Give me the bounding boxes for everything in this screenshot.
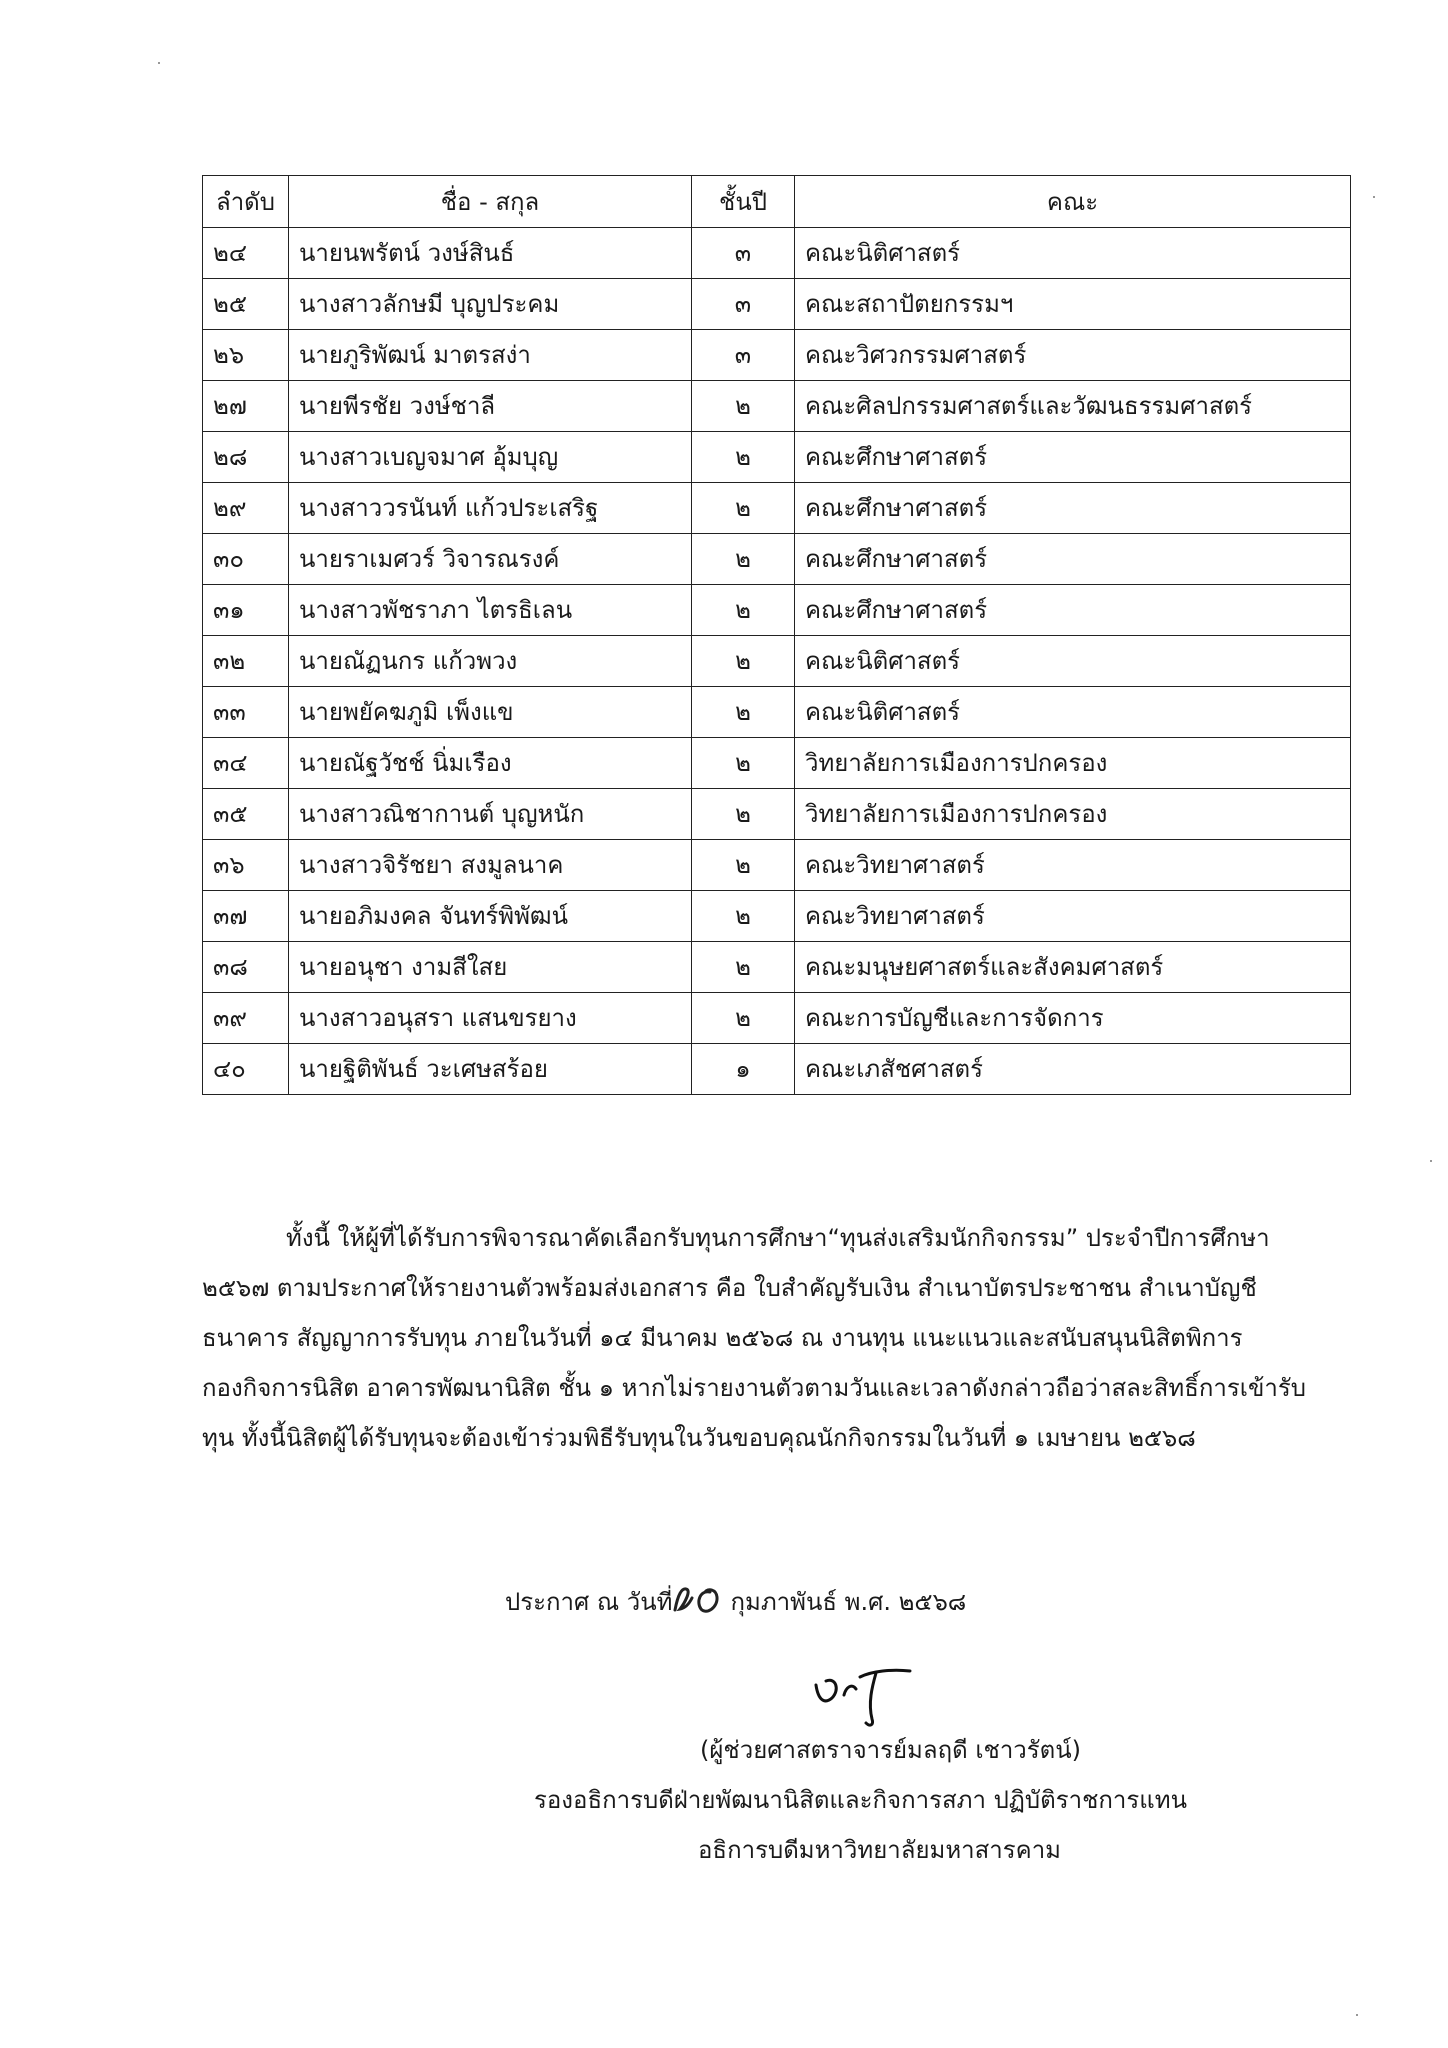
header-order: ลำดับ — [203, 176, 289, 228]
row-year: ๒ — [692, 534, 795, 585]
row-name: นางสาวเบญจมาศ อุ้มบุญ — [289, 432, 692, 483]
table-row — [203, 891, 1351, 942]
row-name: นายณัฐวัชช์ นิ่มเรือง — [289, 738, 692, 789]
row-name: นายฐิติพันธ์ วะเศษสร้อย — [289, 1044, 692, 1095]
header-faculty: คณะ — [795, 176, 1351, 228]
table-row — [203, 432, 1351, 483]
row-order: ๒๔ — [203, 228, 289, 279]
row-order: ๓๙ — [203, 993, 289, 1044]
row-order: ๒๕ — [203, 279, 289, 330]
paragraph-line: ธนาคาร สัญญาการรับทุน ภายในวันที่ ๑๔ มีนาคม ๒๕๖๘ ณ งานทุน แนะแนวและสนับสนุนนิสิตพิการ — [202, 1324, 1243, 1352]
row-name: นายพีรชัย วงษ์ชาลี — [289, 381, 692, 432]
row-faculty: คณะศึกษาศาสตร์ — [795, 534, 1351, 585]
table-row — [203, 381, 1351, 432]
scan-speck — [158, 62, 160, 64]
row-order: ๓๖ — [203, 840, 289, 891]
table-row — [203, 687, 1351, 738]
row-name: นางสาววรนันท์ แก้วประเสริฐ — [289, 483, 692, 534]
row-year: ๒ — [692, 636, 795, 687]
row-order: ๓๔ — [203, 738, 289, 789]
row-name: นายพยัคฆภูมิ เพ็งแข — [289, 687, 692, 738]
table-row — [203, 279, 1351, 330]
row-year: ๒ — [692, 840, 795, 891]
handwritten-signature — [810, 1665, 920, 1730]
row-year: ๒ — [692, 993, 795, 1044]
table-row — [203, 228, 1351, 279]
row-year: ๒ — [692, 432, 795, 483]
row-faculty: วิทยาลัยการเมืองการปกครอง — [795, 738, 1351, 789]
row-name: นางสาวพัชราภา ไตรธิเลน — [289, 585, 692, 636]
row-faculty: คณะศึกษาศาสตร์ — [795, 432, 1351, 483]
header-year: ชั้นปี — [692, 176, 795, 228]
row-order: ๔๐ — [203, 1044, 289, 1095]
row-year: ๓ — [692, 228, 795, 279]
row-name: นายอภิมงคล จันทร์พิพัฒน์ — [289, 891, 692, 942]
row-faculty: คณะเภสัชศาสตร์ — [795, 1044, 1351, 1095]
row-order: ๓๘ — [203, 942, 289, 993]
handwritten-day — [672, 1580, 730, 1616]
table-row — [203, 789, 1351, 840]
paragraph-line: ทุน ทั้งนี้นิสิตผู้ได้รับทุนจะต้องเข้าร่วมพิธีรับทุนในวันขอบคุณนักกิจกรรมในวันที่ ๑ เมษายน ๒๕๖๘ — [202, 1424, 1196, 1452]
row-faculty: คณะนิติศาสตร์ — [795, 636, 1351, 687]
row-faculty: คณะศึกษาศาสตร์ — [795, 483, 1351, 534]
row-order: ๒๗ — [203, 381, 289, 432]
scan-speck — [1430, 1160, 1432, 1162]
scholarship-recipient-table — [202, 175, 1351, 1095]
row-order: ๓๓ — [203, 687, 289, 738]
row-order: ๒๖ — [203, 330, 289, 381]
row-year: ๒ — [692, 585, 795, 636]
row-name: นายราเมศวร์ วิจารณรงค์ — [289, 534, 692, 585]
row-faculty: คณะศึกษาศาสตร์ — [795, 585, 1351, 636]
table-row — [203, 942, 1351, 993]
row-name: นางสาวจิรัชยา สงมูลนาค — [289, 840, 692, 891]
row-name: นางสาวลักษมี บุญประคม — [289, 279, 692, 330]
row-name: นางสาวณิชากานต์ บุญหนัก — [289, 789, 692, 840]
row-faculty: คณะวิทยาศาสตร์ — [795, 891, 1351, 942]
row-year: ๒ — [692, 891, 795, 942]
table-row — [203, 534, 1351, 585]
row-faculty: คณะนิติศาสตร์ — [795, 228, 1351, 279]
announcement-prefix: ประกาศ ณ วันที่ — [505, 1588, 673, 1616]
scan-speck — [1373, 196, 1375, 198]
signer-institution: อธิการบดีมหาวิทยาลัยมหาสารคาม — [698, 1836, 1061, 1864]
header-name: ชื่อ - สกุล — [289, 176, 692, 228]
row-order: ๒๘ — [203, 432, 289, 483]
row-faculty: คณะศิลปกรรมศาสตร์และวัฒนธรรมศาสตร์ — [795, 381, 1351, 432]
table-row — [203, 840, 1351, 891]
row-faculty: คณะการบัญชีและการจัดการ — [795, 993, 1351, 1044]
paragraph-line: ทั้งนี้ ให้ผู้ที่ได้รับการพิจารณาคัดเลือกรับทุนการศึกษา“ทุนส่งเสริมนักกิจกรรม” ประจำปีการศึกษา — [286, 1224, 1270, 1252]
paragraph-line: ๒๕๖๗ ตามประกาศให้รายงานตัวพร้อมส่งเอกสาร คือ ใบสำคัญรับเงิน สำเนาบัตรประชาชน สำเนาบัญชี — [202, 1274, 1257, 1302]
row-faculty: คณะวิศวกรรมศาสตร์ — [795, 330, 1351, 381]
row-year: ๒ — [692, 483, 795, 534]
table-row — [203, 636, 1351, 687]
table-row — [203, 585, 1351, 636]
row-order: ๓๕ — [203, 789, 289, 840]
row-year: ๒ — [692, 381, 795, 432]
row-name: นายภูริพัฒน์ มาตรสง่า — [289, 330, 692, 381]
table-row — [203, 738, 1351, 789]
row-year: ๑ — [692, 1044, 795, 1095]
row-year: ๓ — [692, 279, 795, 330]
row-year: ๒ — [692, 789, 795, 840]
table-row — [203, 993, 1351, 1044]
row-name: นายณัฏนกร แก้วพวง — [289, 636, 692, 687]
table-row — [203, 483, 1351, 534]
row-order: ๓๒ — [203, 636, 289, 687]
table-body — [203, 228, 1351, 1095]
row-order: ๓๐ — [203, 534, 289, 585]
table-row — [203, 1044, 1351, 1095]
row-order: ๒๙ — [203, 483, 289, 534]
row-name: นางสาวอนุสรา แสนขรยาง — [289, 993, 692, 1044]
row-name: นายนพรัตน์ วงษ์สินธ์ — [289, 228, 692, 279]
scan-speck — [1356, 2014, 1358, 2016]
table-header-row — [203, 176, 1351, 228]
row-faculty: คณะวิทยาศาสตร์ — [795, 840, 1351, 891]
row-order: ๓๗ — [203, 891, 289, 942]
row-faculty: คณะนิติศาสตร์ — [795, 687, 1351, 738]
announcement-date — [505, 1580, 966, 1621]
paragraph-line: กองกิจการนิสิต อาคารพัฒนานิสิต ชั้น ๑ หากไม่รายงานตัวตามวันและเวลาดังกล่าวถือว่าสละสิทธิ์การเข้ารับ — [202, 1374, 1306, 1402]
row-year: ๒ — [692, 942, 795, 993]
row-order: ๓๑ — [203, 585, 289, 636]
table-row — [203, 330, 1351, 381]
signer-position: รองอธิการบดีฝ่ายพัฒนานิสิตและกิจการสภา ปฏิบัติราชการแทน — [534, 1786, 1187, 1814]
signer-name: (ผู้ช่วยศาสตราจารย์มลฤดี เชาวรัตน์) — [700, 1736, 1082, 1764]
announcement-suffix: กุมภาพันธ์ พ.ศ. ๒๕๖๘ — [730, 1588, 967, 1616]
row-name: นายอนุชา งามสีใสย — [289, 942, 692, 993]
row-year: ๒ — [692, 687, 795, 738]
row-year: ๓ — [692, 330, 795, 381]
row-faculty: วิทยาลัยการเมืองการปกครอง — [795, 789, 1351, 840]
row-faculty: คณะมนุษยศาสตร์และสังคมศาสตร์ — [795, 942, 1351, 993]
instruction-paragraph — [202, 1213, 1350, 1463]
row-faculty: คณะสถาปัตยกรรมฯ — [795, 279, 1351, 330]
row-year: ๒ — [692, 738, 795, 789]
